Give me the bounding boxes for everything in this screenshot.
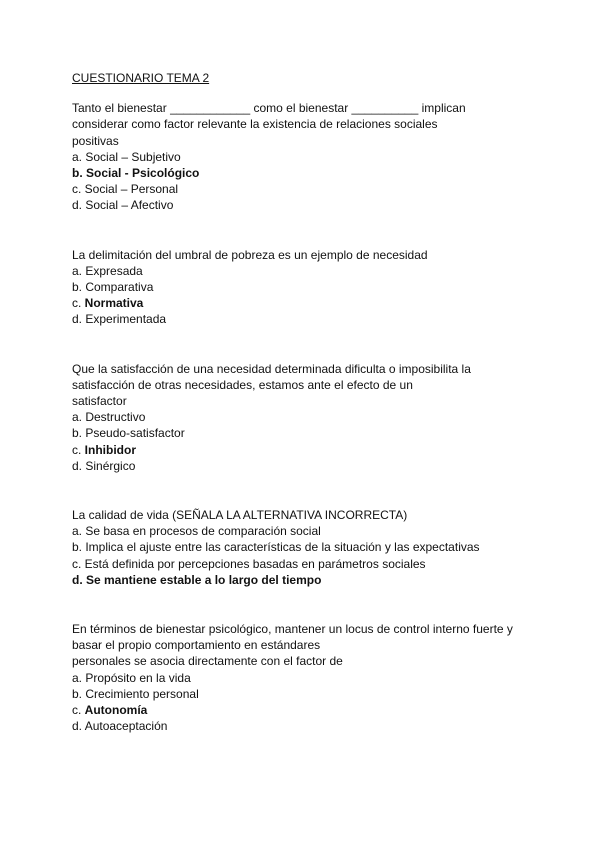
option-c-correct [72, 442, 542, 458]
option-text: Autonomía [84, 703, 148, 718]
option-prefix: c. [72, 556, 85, 571]
option-text: Pseudo-satisfactor [85, 426, 185, 441]
option-text: Social – Personal [84, 182, 179, 197]
option-d [72, 718, 542, 734]
option-d [72, 311, 542, 327]
option-prefix: d. [72, 312, 86, 327]
option-prefix: a. [72, 149, 86, 164]
document-title: CUESTIONARIO TEMA 2 [72, 71, 210, 85]
option-b-correct [72, 165, 542, 181]
option-c [72, 556, 542, 572]
question-text-line: En términos de bienestar psicológico, mantener un locus de control interno fuerte y [72, 622, 513, 637]
option-text: Social – Afectivo [85, 198, 174, 213]
question-text-line: personales se asocia directamente con el factor de [72, 654, 343, 669]
option-text: Social – Subjetivo [85, 149, 181, 164]
option-c-correct [72, 702, 542, 718]
option-prefix: c. [72, 703, 85, 718]
document-page [72, 70, 542, 768]
question-text-line: La calidad de vida (SEÑALA LA ALTERNATIVA INCORRECTA) [72, 508, 408, 523]
option-prefix: a. [72, 263, 86, 278]
option-text: Destructivo [85, 410, 146, 425]
option-text: Experimentada [85, 312, 167, 327]
option-prefix: c. [72, 442, 85, 457]
question-5 [72, 621, 542, 734]
question-4 [72, 507, 542, 588]
option-text: Está definida por percepciones basadas en parámetros sociales [84, 556, 426, 571]
option-text: Normativa [84, 296, 144, 311]
option-prefix: b. [72, 426, 86, 441]
option-text: Comparativa [85, 280, 154, 295]
option-text: Propósito en la vida [85, 670, 191, 685]
option-prefix: c. [72, 182, 85, 197]
option-b [72, 686, 542, 702]
question-text-line: Que la satisfacción de una necesidad determinada dificulta o imposibilita la [72, 361, 471, 376]
option-text: Expresada [85, 263, 143, 278]
option-b [72, 425, 542, 441]
question-2 [72, 247, 542, 328]
question-text-line: Tanto el bienestar ____________ como el bienestar __________ implican [72, 101, 466, 116]
option-text: Sinérgico [85, 458, 136, 473]
option-text: Social - Psicológico [86, 166, 200, 181]
question-text-line: considerar como factor relevante la existencia de relaciones sociales [72, 117, 438, 132]
option-text: Inhibidor [84, 442, 136, 457]
option-d-correct [72, 572, 542, 588]
question-text-line: satisfactor [72, 394, 127, 409]
option-prefix: d. [72, 198, 86, 213]
option-b [72, 539, 542, 555]
option-text: Se basa en procesos de comparación social [85, 524, 321, 539]
question-text-line: positivas [72, 133, 119, 148]
option-prefix: a. [72, 670, 86, 685]
option-text: Autoaceptación [84, 719, 168, 734]
question-text-line: La delimitación del umbral de pobreza es un ejemplo de necesidad [72, 247, 428, 262]
option-a [72, 409, 542, 425]
option-prefix: b. [72, 166, 86, 181]
question-1 [72, 100, 542, 213]
option-prefix: a. [72, 524, 86, 539]
option-text: Se mantiene estable a lo largo del tiempo [86, 572, 322, 587]
option-prefix: a. [72, 410, 86, 425]
option-prefix: b. [72, 280, 86, 295]
option-text: Crecimiento personal [85, 686, 199, 701]
option-prefix: d. [72, 572, 86, 587]
option-prefix: d. [72, 719, 85, 734]
option-prefix: d. [72, 458, 86, 473]
option-prefix: b. [72, 540, 86, 555]
question-text-line: basar el propio comportamiento en estándares [72, 638, 321, 653]
option-a [72, 523, 542, 539]
option-b [72, 279, 542, 295]
option-c [72, 181, 542, 197]
option-text: Implica el ajuste entre las características de la situación y las expectativas [85, 540, 480, 555]
option-d [72, 197, 542, 213]
question-3 [72, 361, 542, 474]
option-prefix: c. [72, 296, 85, 311]
question-text-line: satisfacción de otras necesidades, estamos ante el efecto de un [72, 377, 413, 392]
option-prefix: b. [72, 686, 86, 701]
option-a [72, 670, 542, 686]
option-c-correct [72, 295, 542, 311]
option-a [72, 263, 542, 279]
option-a [72, 149, 542, 165]
option-d [72, 458, 542, 474]
